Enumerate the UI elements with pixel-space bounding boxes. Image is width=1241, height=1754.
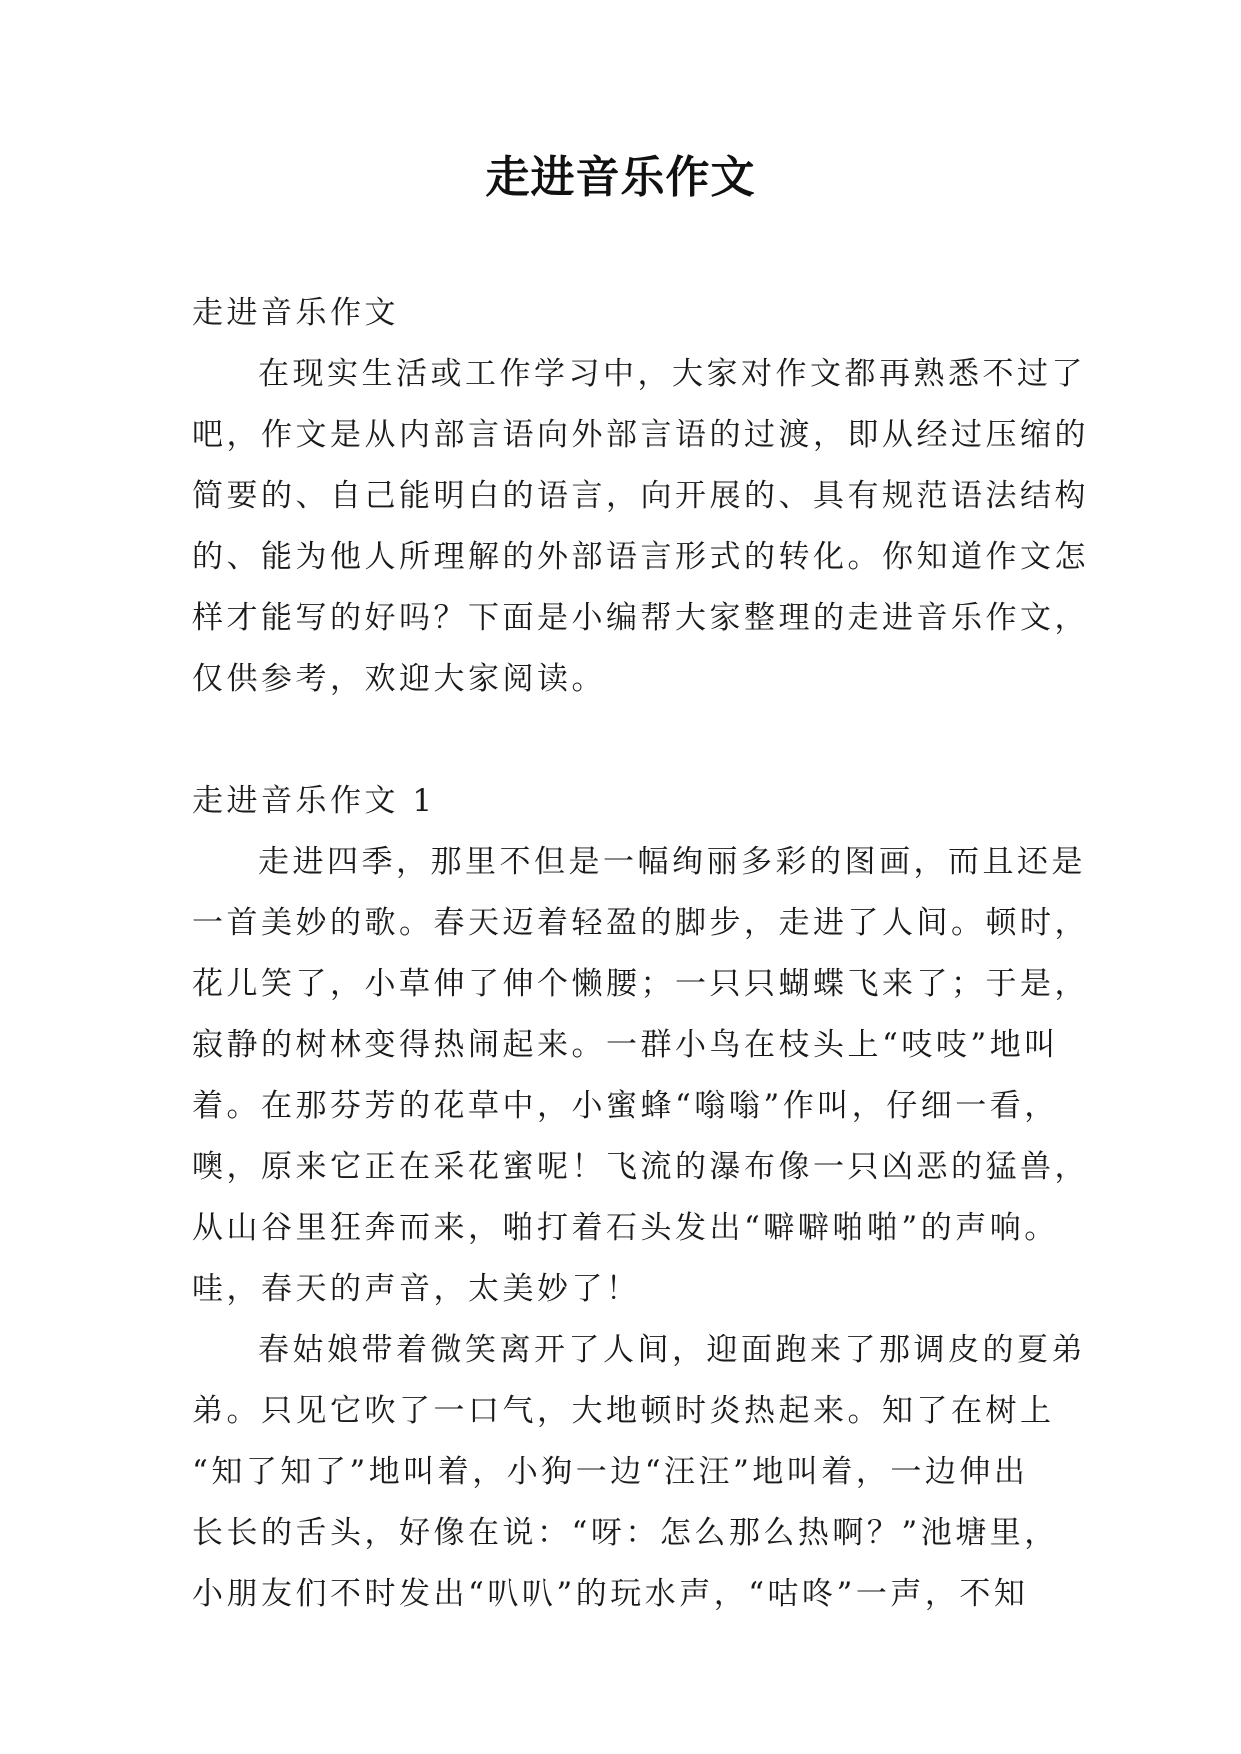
section-gap: [192, 710, 1062, 771]
paragraph-line: 的、能为他人所理解的外部语言形式的转化。你知道作文怎: [192, 539, 1089, 575]
paragraph-line: 长长的舌头，好像在说：“呀：怎么那么热啊？”池塘里，: [192, 1515, 1059, 1551]
paragraph-line: 春姑娘带着微笑离开了人间，迎面跑来了那调皮的夏弟: [258, 1332, 1086, 1368]
section-heading: 走进音乐作文: [192, 295, 399, 331]
paragraph-line: 走进四季，那里不但是一幅绚丽多彩的图画，而且还是: [258, 844, 1086, 880]
paragraph-line: 在现实生活或工作学习中，大家对作文都再熟悉不过了: [258, 356, 1086, 392]
body-paragraph-2: [192, 1320, 1086, 1625]
paragraph-line: 花儿笑了，小草伸了伸个懒腰；一只只蝴蝶飞来了；于是，: [192, 966, 1089, 1002]
body-paragraph-1: [192, 832, 1089, 1320]
paragraph-line: “知了知了”地叫着，小狗一边“汪汪”地叫着，一边伸出: [192, 1454, 1029, 1490]
paragraph-line: 噢，原来它正在采花蜜呢！飞流的瀑布像一只凶恶的猛兽，: [192, 1149, 1089, 1185]
paragraph-line: 哇，春天的声音，太美妙了！: [192, 1271, 641, 1307]
paragraph-line: 吧，作文是从内部言语向外部言语的过渡，即从经过压缩的: [192, 417, 1089, 453]
paragraph-line: 样才能写的好吗？下面是小编帮大家整理的走进音乐作文，: [192, 600, 1089, 636]
paragraph-line: 寂静的树林变得热闹起来。一群小鸟在枝头上“吱吱”地叫: [192, 1027, 1059, 1063]
paragraph-line: 弟。只见它吹了一口气，大地顿时炎热起来。知了在树上: [192, 1393, 1055, 1429]
document-title: 走进音乐作文: [485, 152, 756, 203]
paragraph-line: 从山谷里狂奔而来，啪打着石头发出“噼噼啪啪”的声响。: [192, 1210, 1059, 1246]
paragraph-line: 仅供参考，欢迎大家阅读。: [192, 661, 606, 697]
section-heading: 走进音乐作文 1: [192, 783, 436, 819]
paragraph-line: 一首美妙的歌。春天迈着轻盈的脚步，走进了人间。顿时，: [192, 905, 1089, 941]
paragraph-line: 简要的、自己能明白的语言，向开展的、具有规范语法结构: [192, 478, 1089, 514]
paragraph-line: 着。在那芬芳的花草中，小蜜蜂“嗡嗡”作叫，仔细一看，: [192, 1088, 1059, 1124]
paragraph-line: 小朋友们不时发出“叭叭”的玩水声，“咕咚”一声，不知: [192, 1576, 1029, 1612]
intro-paragraph: [192, 344, 1089, 710]
document-body: [192, 283, 1089, 1625]
